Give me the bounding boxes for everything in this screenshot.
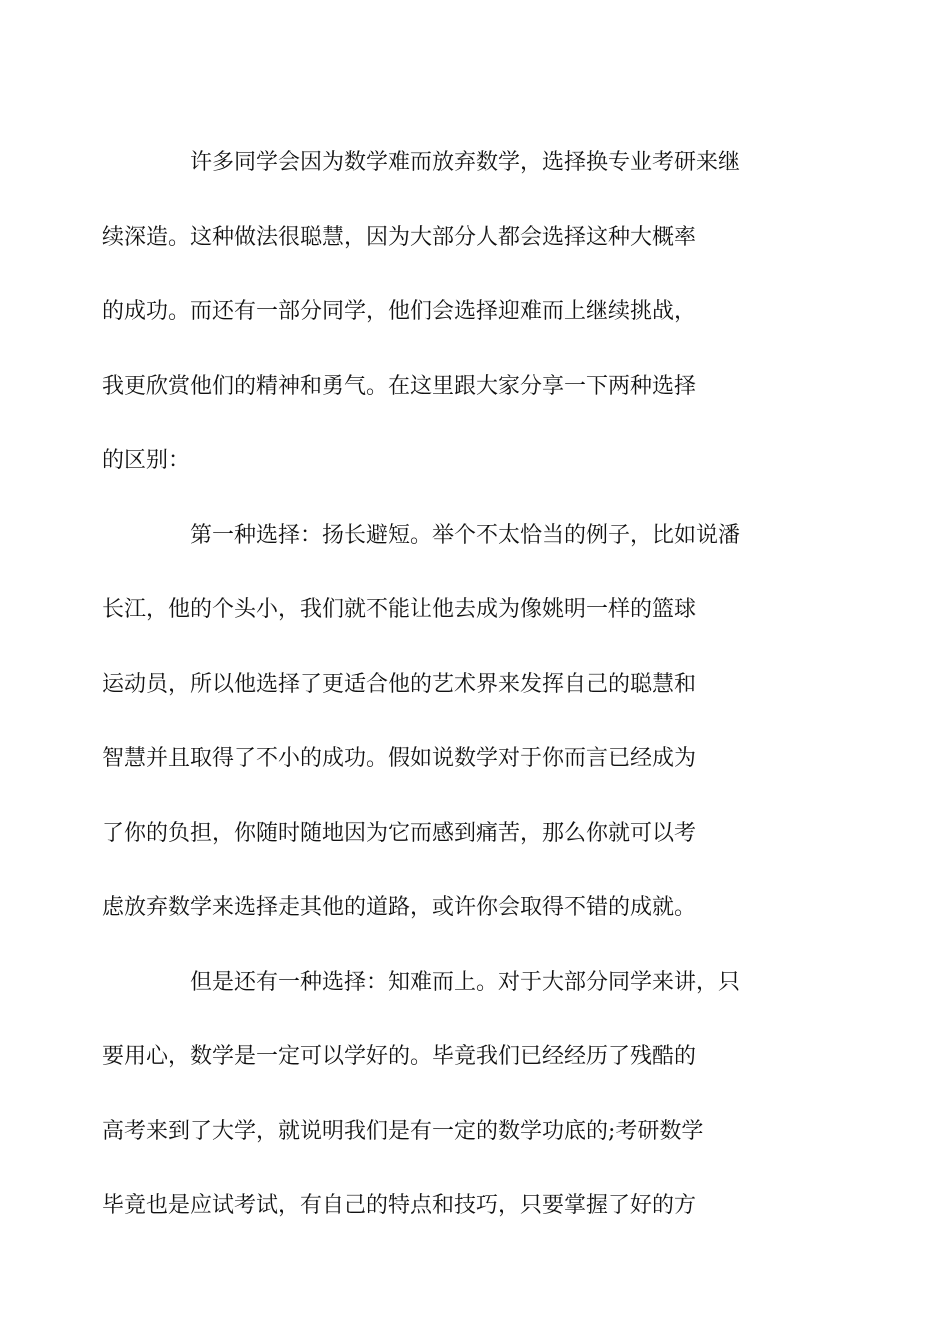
text-line: 许多同学会因为数学难而放弃数学，选择换专业考研来继 (190, 150, 741, 175)
text-line: 要用心，数学是一定可以学好的。毕竟我们已经经历了残酷的 (102, 1044, 697, 1069)
text-line: 了你的负担，你随时随地因为它而感到痛苦，那么你就可以考 (102, 820, 697, 846)
text-line: 但是还有一种选择：知难而上。对于大部分同学来讲，只 (190, 969, 741, 995)
text-line: 高考来到了大学，就说明我们是有一定的数学功底的;考研数学 (102, 1118, 704, 1144)
text-line: 续深造。这种做法很聪慧，因为大部分人都会选择这种大概率 (102, 224, 697, 250)
text-line: 第一种选择：扬长避短。举个不太恰当的例子，比如说潘 (190, 522, 741, 548)
paragraph-3 (102, 946, 806, 1244)
text-line: 我更欣赏他们的精神和勇气。在这里跟大家分享一下两种选择 (102, 373, 697, 399)
text-line: 长江，他的个头小，我们就不能让他去成为像姚明一样的篮球 (102, 597, 697, 622)
text-line: 的成功。而还有一部分同学，他们会选择迎难而上继续挑战， (102, 299, 697, 324)
text-line: 运动员，所以他选择了更适合他的艺术界来发挥自己的聪慧和 (102, 671, 697, 697)
document-body (102, 126, 806, 1244)
paragraph-1 (102, 126, 806, 499)
text-line: 的区别： (102, 448, 191, 473)
paragraph-2 (102, 499, 806, 946)
text-line: 智慧并且取得了不小的成功。假如说数学对于你而言已经成为 (102, 746, 697, 771)
text-line: 毕竟也是应试考试，有自己的特点和技巧，只要掌握了好的方 (102, 1193, 697, 1218)
text-line: 虑放弃数学来选择走其他的道路，或许你会取得不错的成就。 (102, 895, 697, 920)
